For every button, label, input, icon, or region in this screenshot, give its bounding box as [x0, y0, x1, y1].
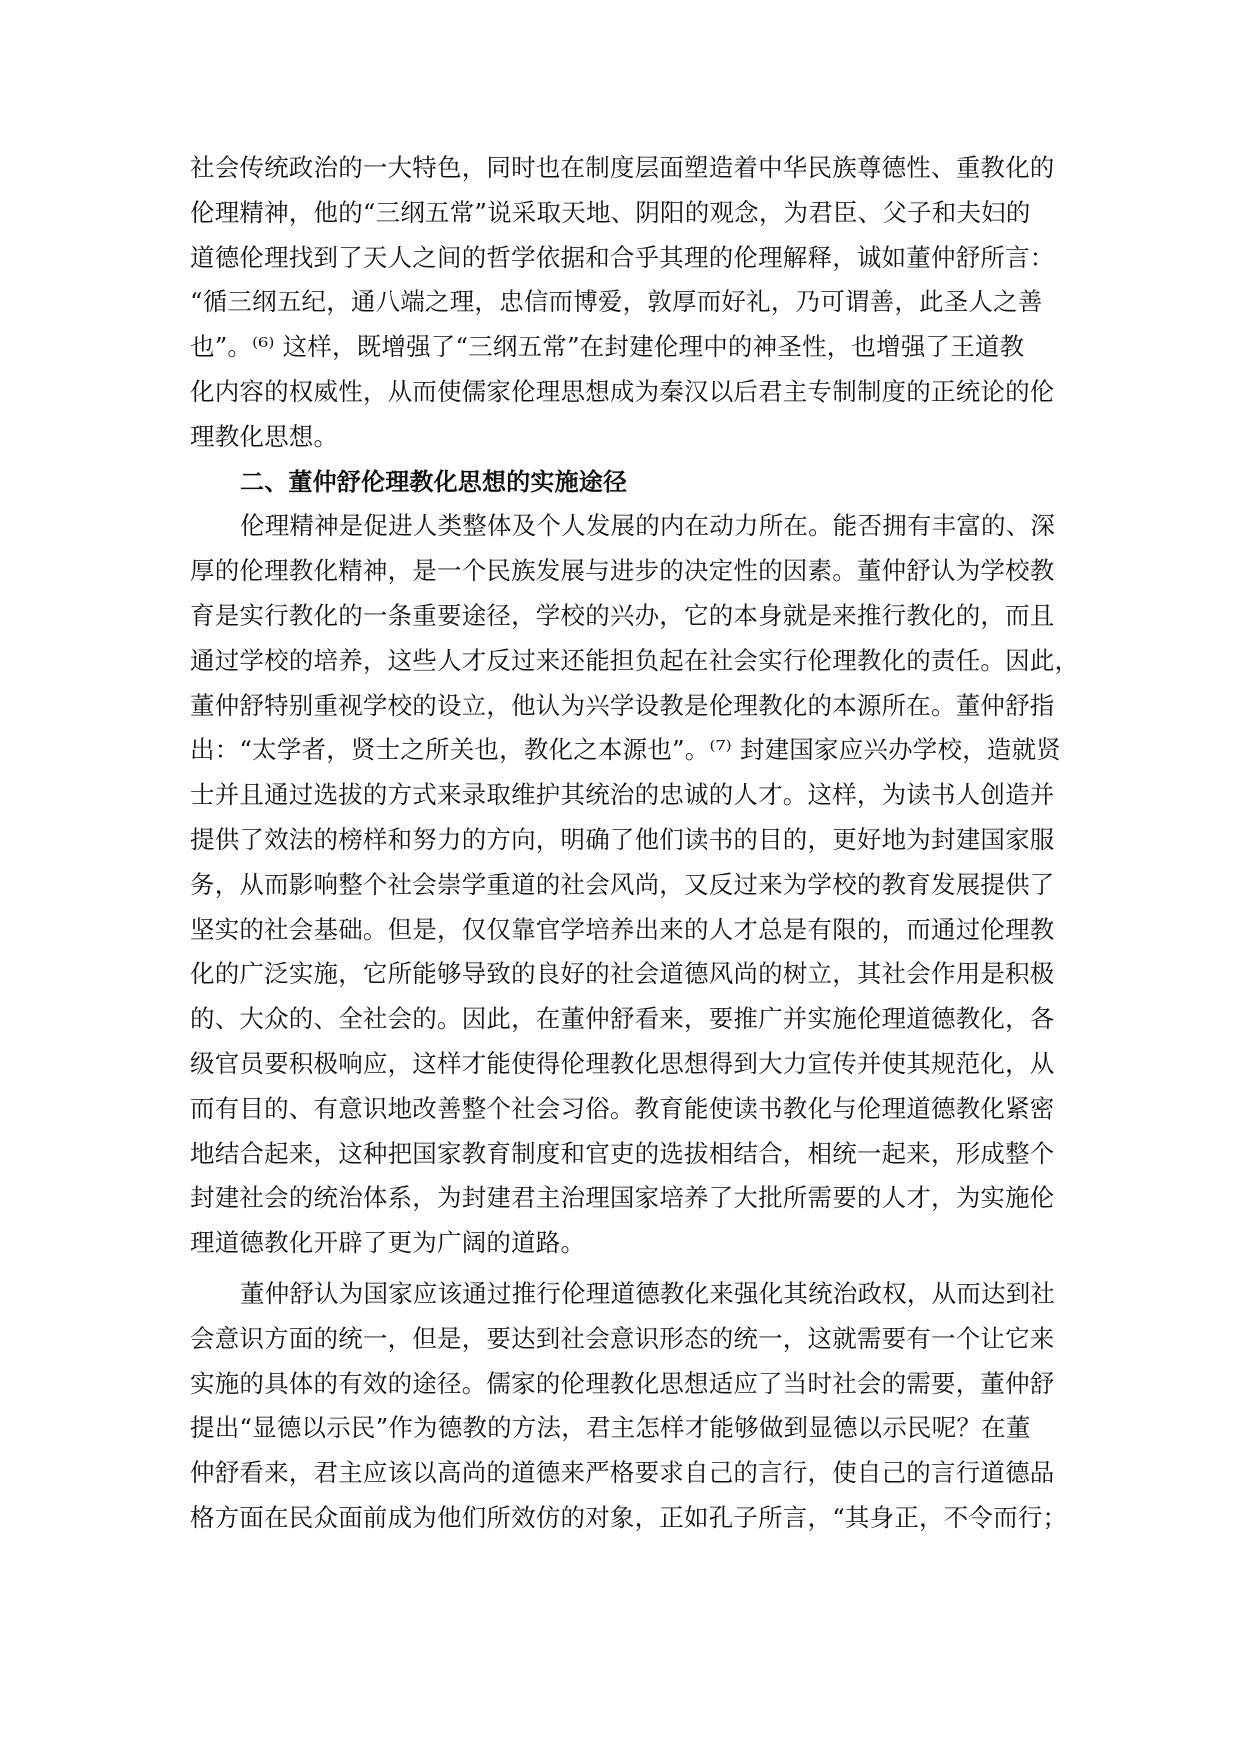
text-line: 理教化思想。 [190, 421, 339, 451]
text-line: 董仲舒认为国家应该通过推行伦理道德教化来强化其统治政权，从而达到社 [240, 1278, 1056, 1308]
paragraph-2 [190, 504, 1080, 1266]
text-line: 会意识方面的统一，但是，要达到社会意识形态的统一，这就需要有一个让它来 [190, 1323, 1055, 1353]
text-line: 董仲舒特别重视学校的设立，他认为兴学设教是伦理教化的本源所在。董仲舒指 [190, 690, 1055, 720]
text-line: 社会传统政治的一大特色，同时也在制度层面塑造着中华民族尊德性、重教化的 [190, 153, 1055, 182]
text-line: 出：“太学者，贤士之所关也，教化之本源也”。⁽⁷⁾ 封建国家应兴办学校，造就贤 [190, 735, 1061, 765]
text-line: 提出“显德以示民”作为德教的方法，君主怎样才能够做到显德以示民呢？在董 [190, 1413, 1031, 1443]
text-line: 伦理精神是促进人类整体及个人发展的内在动力所在。能否拥有丰富的、深 [240, 511, 1056, 541]
text-line: 育是实行教化的一条重要途径，学校的兴办，它的本身就是来推行教化的，而且 [190, 600, 1055, 630]
text-line: 实施的具体的有效的途径。儒家的伦理教化思想适应了当时社会的需要，董仲舒 [190, 1368, 1055, 1398]
text-line: 也”。⁽⁶⁾ 这样，既增强了“三纲五常”在封建伦理中的神圣性，也增强了王道教 [190, 332, 1025, 362]
text-line: 格方面在民众面前成为他们所效仿的对象，正如孔子所言，“其身正，不令而行； [190, 1502, 1068, 1532]
text-line: 务，从而影响整个社会崇学重道的社会风尚，又反过来为学校的教育发展提供了 [190, 869, 1055, 899]
text-line: 厚的伦理教化精神，是一个民族发展与进步的决定性的因素。董仲舒认为学校教 [190, 556, 1055, 586]
text-line: 的、大众的、全社会的。因此，在董仲舒看来，要推广并实施伦理道德教化，各 [190, 1004, 1055, 1034]
text-line: 化的广泛实施，它所能够导致的良好的社会道德风尚的树立，其社会作用是积极 [190, 959, 1055, 989]
document-page [190, 146, 1080, 1541]
text-line: 地结合起来，这种把国家教育制度和官吏的选拔相结合，相统一起来，形成整个 [190, 1138, 1055, 1168]
text-line: 理道德教化开辟了更为广阔的道路。 [190, 1228, 586, 1258]
text-line: 坚实的社会基础。但是，仅仅靠官学培养出来的人才总是有限的，而通过伦理教 [190, 914, 1055, 944]
text-line: 士并且通过选拔的方式来录取维护其统治的忠诚的人才。这样，为读书人创造并 [190, 780, 1055, 810]
text-line: 级官员要积极响应，这样才能使得伦理教化思想得到大力宣传并使其规范化，从 [190, 1048, 1055, 1078]
text-line: 道德伦理找到了天人之间的哲学依据和合乎其理的伦理解释，诚如董仲舒所言： [190, 242, 1055, 272]
text-line: 化内容的权威性，从而使儒家伦理思想成为秦汉以后君主专制制度的正统论的伦 [190, 376, 1055, 406]
paragraph-1 [190, 146, 1055, 460]
text-line: 封建社会的统治体系，为封建君主治理国家培养了大批所需要的人才，为实施伦 [190, 1183, 1055, 1213]
text-line: 伦理精神，他的“三纲五常”说采取天地、阴阳的观念，为君臣、父子和夫妇的 [190, 197, 1031, 227]
paragraph-3 [190, 1272, 1068, 1541]
text-line: 通过学校的培养，这些人才反过来还能担负起在社会实行伦理教化的责任。因此， [190, 645, 1080, 675]
text-line: “循三纲五纪，通八端之理，忠信而博爱，敦厚而好礼，乃可谓善，此圣人之善 [190, 287, 1043, 317]
text-line: 提供了效法的榜样和努力的方向，明确了他们读书的目的，更好地为封建国家服 [190, 824, 1055, 854]
section-heading: 二、董仲舒伦理教化思想的实施途径 [240, 467, 628, 496]
text-line: 仲舒看来，君主应该以高尚的道德来严格要求自己的言行，使自己的言行道德品 [190, 1458, 1055, 1488]
text-line: 而有目的、有意识地改善整个社会习俗。教育能使读书教化与伦理道德教化紧密 [190, 1093, 1055, 1123]
